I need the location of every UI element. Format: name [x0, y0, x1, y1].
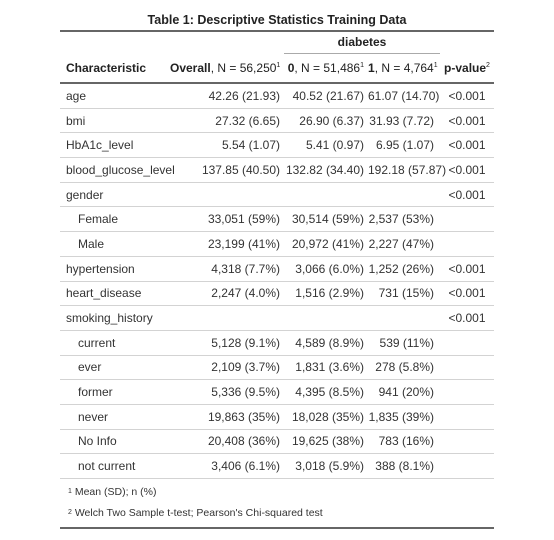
overall-cell: 5,128 (9.1%) [170, 330, 284, 355]
row-label: current [60, 330, 170, 355]
group-0-cell: 30,514 (59%) [284, 207, 368, 232]
table-row [60, 83, 494, 108]
group-0-cell: 3,066 (6.0%) [284, 256, 368, 281]
table-row [60, 133, 494, 158]
group-1-cell: 731 (15%) [368, 281, 440, 306]
row-label: age [60, 83, 170, 108]
descriptive-stats-table [60, 30, 494, 479]
table-row [60, 256, 494, 281]
pvalue-cell: <0.001 [440, 281, 494, 306]
table-title: Table 1: Descriptive Statistics Training Data [147, 13, 407, 27]
pvalue-cell: <0.001 [440, 133, 494, 158]
group-1-header: 1, $N = 4,764^1$ [368, 54, 440, 83]
overall-cell: 20,408 (36%) [170, 429, 284, 454]
group-0-cell [284, 306, 368, 331]
row-label: never [60, 404, 170, 429]
overall-header: Overall, $N = 56,250^1$ [170, 54, 284, 83]
table-row [60, 404, 494, 429]
group-1-cell: 388 (8.1%) [368, 454, 440, 479]
overall-cell: 2,247 (4.0%) [170, 281, 284, 306]
footnote-2: 2 Welch Two Sample t-test; Pearson's Chi-squared test [68, 506, 323, 519]
group-0-cell: 40.52 (21.67) [284, 83, 368, 108]
footnote-1: 1 Mean (SD); n (%) [68, 485, 157, 498]
group-1-cell: 2,227 (47%) [368, 232, 440, 257]
table-row [60, 380, 494, 405]
row-label: former [60, 380, 170, 405]
pvalue-cell: <0.001 [440, 306, 494, 331]
table-row [60, 108, 494, 133]
group-1-cell: 61.07 (14.70) [368, 83, 440, 108]
pvalue-cell [440, 454, 494, 479]
table-footnotes [60, 481, 494, 529]
table-row [60, 158, 494, 183]
table-row [60, 207, 494, 232]
row-label: gender [60, 182, 170, 207]
table-row [60, 182, 494, 207]
pvalue-cell [440, 330, 494, 355]
group-1-cell: 539 (11%) [368, 330, 440, 355]
overall-cell: 4,318 (7.7%) [170, 256, 284, 281]
diabetes-spanner-header: diabetes [284, 32, 440, 54]
pvalue-cell [440, 429, 494, 454]
group-0-cell: 5.41 (0.97) [284, 133, 368, 158]
characteristic-header: Characteristic [60, 54, 170, 83]
pvalue-cell: <0.001 [440, 158, 494, 183]
row-label: HbA1c_level [60, 133, 170, 158]
group-0-header: 0, $N = 51,486^1$ [284, 54, 368, 83]
overall-cell [170, 182, 284, 207]
table-row [60, 454, 494, 479]
pvalue-cell: <0.001 [440, 108, 494, 133]
group-1-cell: 192.18 (57.87) [368, 158, 440, 183]
group-0-cell: 1,831 (3.6%) [284, 355, 368, 380]
row-label: smoking_history [60, 306, 170, 331]
group-0-cell: 20,972 (41%) [284, 232, 368, 257]
group-0-cell: 19,625 (38%) [284, 429, 368, 454]
overall-cell: 5,336 (9.5%) [170, 380, 284, 405]
group-1-cell: 2,537 (53%) [368, 207, 440, 232]
table-body [60, 83, 494, 479]
group-1-cell: 941 (20%) [368, 380, 440, 405]
overall-cell: 42.26 (21.93) [170, 83, 284, 108]
pvalue-cell [440, 232, 494, 257]
overall-cell: 23,199 (41%) [170, 232, 284, 257]
overall-cell: 5.54 (1.07) [170, 133, 284, 158]
row-label: ever [60, 355, 170, 380]
overall-cell [170, 306, 284, 331]
table-row [60, 429, 494, 454]
summary-table-container [60, 8, 494, 529]
overall-cell: 2,109 (3.7%) [170, 355, 284, 380]
row-label: heart_disease [60, 281, 170, 306]
group-0-cell: 18,028 (35%) [284, 404, 368, 429]
pvalue-header: p-value$^2$ [440, 54, 494, 83]
group-0-cell: 132.82 (34.40) [284, 158, 368, 183]
row-label: not current [60, 454, 170, 479]
overall-cell: 19,863 (35%) [170, 404, 284, 429]
table-row [60, 330, 494, 355]
row-label: Female [60, 207, 170, 232]
pvalue-cell: <0.001 [440, 83, 494, 108]
group-1-cell: 6.95 (1.07) [368, 133, 440, 158]
group-1-cell: 1,835 (39%) [368, 404, 440, 429]
overall-cell: 33,051 (59%) [170, 207, 284, 232]
group-0-cell: 4,395 (8.5%) [284, 380, 368, 405]
row-label: bmi [60, 108, 170, 133]
pvalue-cell [440, 380, 494, 405]
overall-cell: 27.32 (6.65) [170, 108, 284, 133]
group-0-cell [284, 182, 368, 207]
group-0-cell: 4,589 (8.9%) [284, 330, 368, 355]
group-1-cell [368, 306, 440, 331]
pvalue-cell [440, 404, 494, 429]
pvalue-cell: <0.001 [440, 256, 494, 281]
overall-cell: 3,406 (6.1%) [170, 454, 284, 479]
table-row [60, 281, 494, 306]
group-0-cell: 26.90 (6.37) [284, 108, 368, 133]
group-0-cell: 3,018 (5.9%) [284, 454, 368, 479]
group-0-cell: 1,516 (2.9%) [284, 281, 368, 306]
group-1-cell: 31.93 (7.72) [368, 108, 440, 133]
group-1-cell: 783 (16%) [368, 429, 440, 454]
table-row [60, 306, 494, 331]
row-label: hypertension [60, 256, 170, 281]
group-1-cell [368, 182, 440, 207]
row-label: Male [60, 232, 170, 257]
column-header-row [60, 54, 494, 83]
table-row [60, 232, 494, 257]
group-1-cell: 1,252 (26%) [368, 256, 440, 281]
row-label: blood_glucose_level [60, 158, 170, 183]
group-1-cell: 278 (5.8%) [368, 355, 440, 380]
pvalue-cell [440, 207, 494, 232]
pvalue-cell: <0.001 [440, 182, 494, 207]
row-label: No Info [60, 429, 170, 454]
overall-cell: 137.85 (40.50) [170, 158, 284, 183]
table-row [60, 355, 494, 380]
pvalue-cell [440, 355, 494, 380]
